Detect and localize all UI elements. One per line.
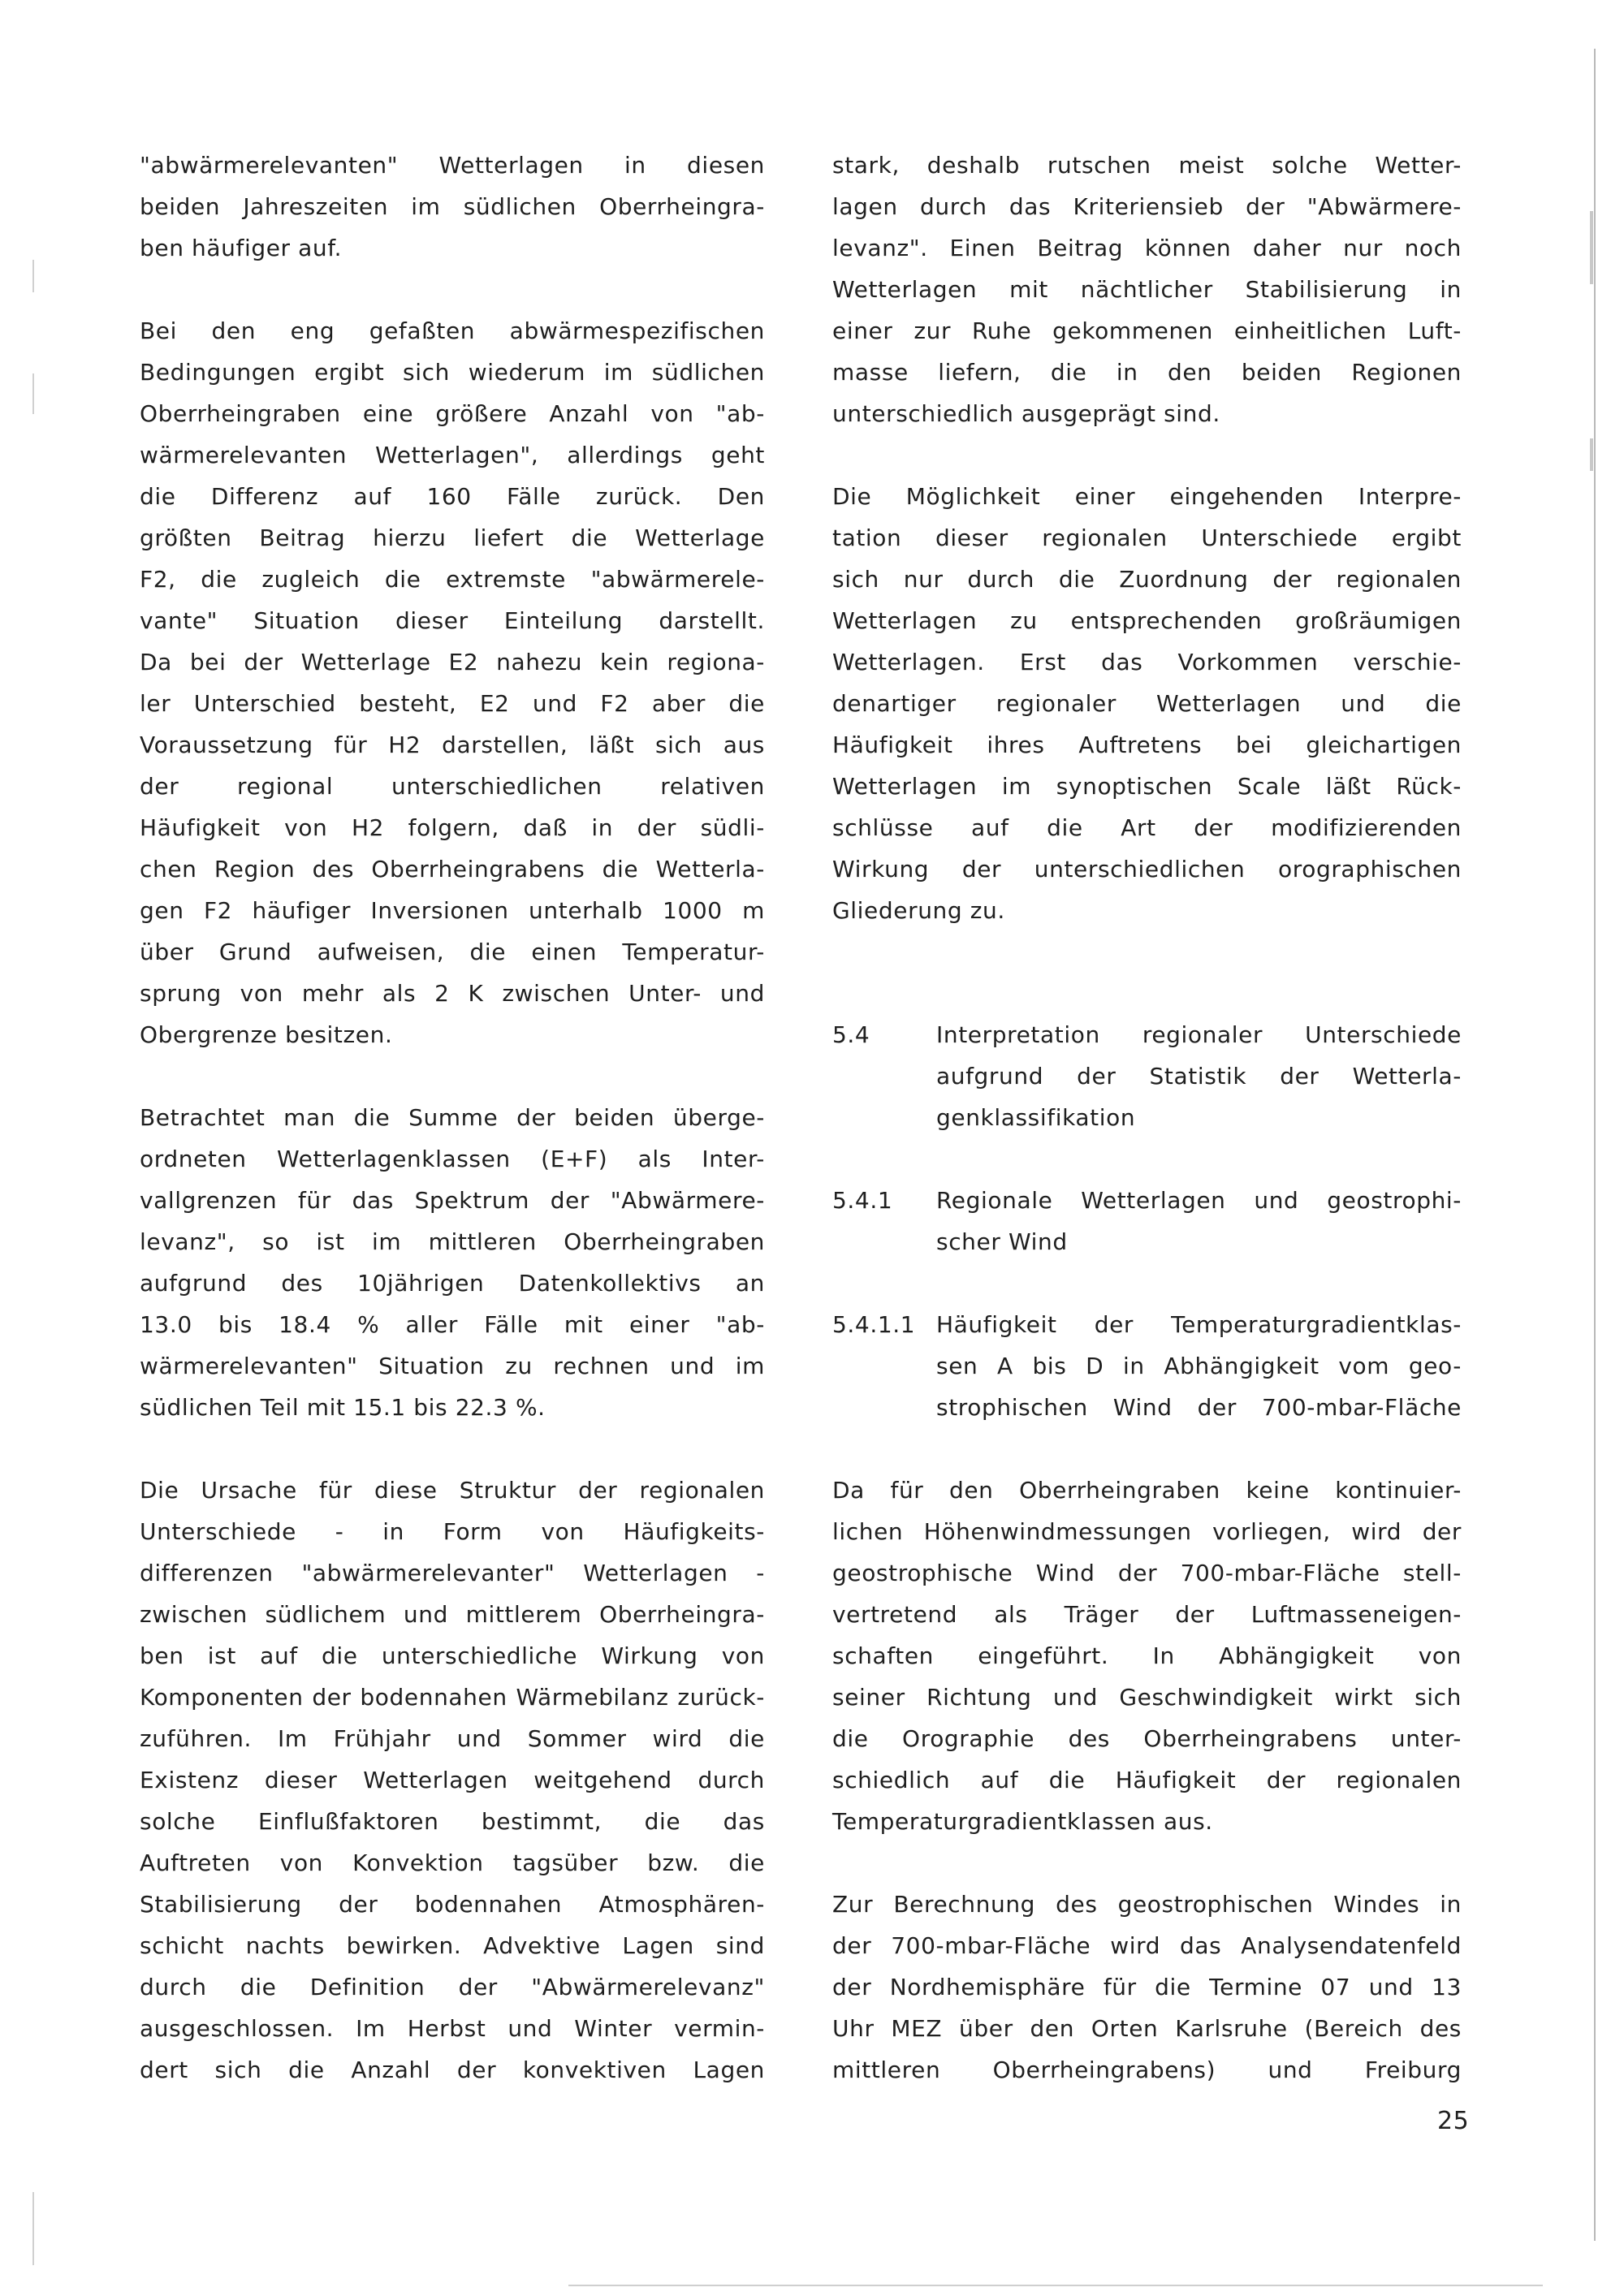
- text-line: schiedlich auf die Häufigkeit der regionalen: [832, 1767, 1462, 1793]
- text-line: ausgeschlossen. Im Herbst und Winter vermin-: [140, 2015, 765, 2042]
- text-line: ordneten Wetterlagenklassen (E+F) als Inter-: [140, 1146, 765, 1172]
- text-line: Bei den eng gefaßten abwärmespezifischen: [140, 317, 765, 344]
- section-number: 5.4.1: [832, 1187, 893, 1214]
- text-line: Auftreten von Konvektion tagsüber bzw. die: [140, 1849, 765, 1876]
- scan-edge-line: [1594, 49, 1596, 2241]
- paragraph: [832, 1884, 1462, 2091]
- heading-line: Häufigkeit der Temperaturgradientklas-: [936, 1311, 1462, 1338]
- text-line: schicht nachts bewirken. Advektive Lagen sind: [140, 1932, 765, 1959]
- section-heading-5-4-1-1: [832, 1304, 1462, 1428]
- heading-line: aufgrund der Statistik der Wetterla-: [936, 1063, 1462, 1090]
- text-line: vertretend als Träger der Luftmasseneigen-: [832, 1601, 1462, 1628]
- text-line: die Differenz auf 160 Fälle zurück. Den: [140, 483, 765, 510]
- text-line: Betrachtet man die Summe der beiden überge-: [140, 1104, 765, 1131]
- text-line: sich nur durch die Zuordnung der regionalen: [832, 566, 1462, 593]
- text-line: größten Beitrag hierzu liefert die Wetterlage: [140, 524, 765, 551]
- paragraph: [832, 1470, 1462, 1842]
- paragraph: [140, 1470, 765, 2091]
- text-line: 13.0 bis 18.4 % aller Fälle mit einer "ab-: [140, 1311, 765, 1338]
- text-line: ben ist auf die unterschiedliche Wirkung von: [140, 1642, 765, 1669]
- text-line: masse liefern, die in den beiden Regionen: [832, 359, 1462, 386]
- text-line: Oberrheingraben eine größere Anzahl von "ab-: [140, 400, 765, 427]
- text-line: Unterschiede - in Form von Häufigkeits-: [140, 1518, 765, 1545]
- scan-mark: [1590, 211, 1593, 284]
- section-heading-5-4: [832, 1014, 1462, 1138]
- heading-line: sen A bis D in Abhängigkeit vom geo-: [936, 1353, 1462, 1379]
- text-line: Uhr MEZ über den Orten Karlsruhe (Bereich des: [832, 2015, 1462, 2042]
- text-line: schlüsse auf die Art der modifizierenden: [832, 814, 1462, 841]
- section-number: 5.4: [832, 1021, 870, 1048]
- text-line: südlichen Teil mit 15.1 bis 22.3 %.: [140, 1394, 546, 1421]
- text-line: zwischen südlichem und mittlerem Oberrheingra-: [140, 1601, 765, 1628]
- text-line: Die Ursache für diese Struktur der regionalen: [140, 1477, 765, 1504]
- text-line: chen Region des Oberrheingrabens die Wetterla-: [140, 856, 765, 883]
- text-line: Gliederung zu.: [832, 897, 1005, 924]
- text-line: solche Einflußfaktoren bestimmt, die das: [140, 1808, 765, 1835]
- heading-line: strophischen Wind der 700-mbar-Fläche: [936, 1394, 1462, 1421]
- section-number: 5.4.1.1: [832, 1311, 916, 1338]
- text-line: geostrophische Wind der 700-mbar-Fläche stell-: [832, 1560, 1462, 1586]
- scan-bottom-line: [568, 2285, 1543, 2286]
- heading-line: Regionale Wetterlagen und geostrophi-: [936, 1187, 1462, 1214]
- text-line: ler Unterschied besteht, E2 und F2 aber die: [140, 690, 765, 717]
- paragraph: [140, 310, 765, 1055]
- text-line: einer zur Ruhe gekommenen einheitlichen Luft-: [832, 317, 1462, 344]
- text-line: "abwärmerelevanten" Wetterlagen in diesen: [140, 152, 765, 179]
- text-line: F2, die zugleich die extremste "abwärmerele-: [140, 566, 765, 593]
- text-line: Temperaturgradientklassen aus.: [832, 1808, 1213, 1835]
- paragraph: [140, 145, 765, 269]
- text-line: Da bei der Wetterlage E2 nahezu kein regiona-: [140, 649, 765, 675]
- left-column: [140, 145, 765, 2091]
- right-column: [832, 145, 1462, 2091]
- text-line: wärmerelevanten Wetterlagen", allerdings geht: [140, 442, 765, 468]
- text-line: vante" Situation dieser Einteilung darstellt.: [140, 607, 765, 634]
- text-line: Bedingungen ergibt sich wiederum im südlichen: [140, 359, 765, 386]
- heading-line: Interpretation regionaler Unterschiede: [936, 1021, 1462, 1048]
- paragraph: [832, 476, 1462, 931]
- text-line: Wirkung der unterschiedlichen orographischen: [832, 856, 1462, 883]
- text-line: durch die Definition der "Abwärmerelevanz": [140, 1974, 765, 2000]
- text-line: Existenz dieser Wetterlagen weitgehend durch: [140, 1767, 765, 1793]
- text-line: Stabilisierung der bodennahen Atmosphären-: [140, 1891, 765, 1918]
- heading-line: scher Wind: [936, 1228, 1068, 1255]
- text-line: Wetterlagen im synoptischen Scale läßt Rück-: [832, 773, 1462, 800]
- scan-mark: [1590, 438, 1593, 471]
- text-line: denartiger regionaler Wetterlagen und die: [832, 690, 1462, 717]
- text-line: die Orographie des Oberrheingrabens unter-: [832, 1725, 1462, 1752]
- text-line: levanz", so ist im mittleren Oberrheingraben: [140, 1228, 765, 1255]
- text-line: Wetterlagen. Erst das Vorkommen verschie-: [832, 649, 1462, 675]
- text-line: tation dieser regionalen Unterschiede ergibt: [832, 524, 1462, 551]
- section-heading-5-4-1: [832, 1180, 1462, 1262]
- text-line: Obergrenze besitzen.: [140, 1021, 393, 1048]
- text-line: aufgrund des 10jährigen Datenkollektivs an: [140, 1270, 765, 1297]
- text-line: Da für den Oberrheingraben keine kontinuier-: [832, 1477, 1462, 1504]
- text-line: zuführen. Im Frühjahr und Sommer wird die: [140, 1725, 765, 1752]
- text-line: der Nordhemisphäre für die Termine 07 und 13: [832, 1974, 1462, 2000]
- text-line: Die Möglichkeit einer eingehenden Interpre-: [832, 483, 1462, 510]
- text-line: sprung von mehr als 2 K zwischen Unter- und: [140, 980, 765, 1007]
- text-line: Komponenten der bodennahen Wärmebilanz zurück-: [140, 1684, 765, 1711]
- text-line: beiden Jahreszeiten im südlichen Oberrheingra-: [140, 193, 765, 220]
- text-line: wärmerelevanten" Situation zu rechnen und im: [140, 1353, 765, 1379]
- text-line: unterschiedlich ausgeprägt sind.: [832, 400, 1220, 427]
- text-line: lagen durch das Kriteriensieb der "Abwärmere-: [832, 193, 1462, 220]
- text-line: Häufigkeit von H2 folgern, daß in der südli-: [140, 814, 765, 841]
- text-line: Zur Berechnung des geostrophischen Windes in: [832, 1891, 1462, 1918]
- scan-mark-left: [32, 2192, 34, 2265]
- text-line: Wetterlagen mit nächtlicher Stabilisierung in: [832, 276, 1462, 303]
- text-line: Häufigkeit ihres Auftretens bei gleichartigen: [832, 732, 1462, 758]
- text-line: der regional unterschiedlichen relativen: [140, 773, 765, 800]
- heading-line: genklassifikation: [936, 1104, 1136, 1131]
- text-line: schaften eingeführt. In Abhängigkeit von: [832, 1642, 1462, 1669]
- text-line: lichen Höhenwindmessungen vorliegen, wird der: [832, 1518, 1462, 1545]
- text-line: vallgrenzen für das Spektrum der "Abwärmere-: [140, 1187, 765, 1214]
- text-line: levanz". Einen Beitrag können daher nur noch: [832, 235, 1462, 261]
- paragraph: [832, 145, 1462, 434]
- text-line: Wetterlagen zu entsprechenden großräumigen: [832, 607, 1462, 634]
- text-line: über Grund aufweisen, die einen Temperatur-: [140, 939, 765, 965]
- text-line: der 700-mbar-Fläche wird das Analysendatenfeld: [832, 1932, 1462, 1959]
- text-line: mittleren Oberrheingrabens) und Freiburg: [832, 2056, 1462, 2083]
- text-line: differenzen "abwärmerelevanter" Wetterlagen -: [140, 1560, 765, 1586]
- text-line: dert sich die Anzahl der konvektiven Lagen: [140, 2056, 765, 2083]
- text-line: Voraussetzung für H2 darstellen, läßt sich aus: [140, 732, 765, 758]
- page-number: 25: [1437, 2107, 1470, 2135]
- text-line: ben häufiger auf.: [140, 235, 343, 261]
- scan-mark-left: [32, 373, 34, 414]
- text-line: gen F2 häufiger Inversionen unterhalb 1000 m: [140, 897, 765, 924]
- text-line: seiner Richtung und Geschwindigkeit wirkt sich: [832, 1684, 1462, 1711]
- text-line: stark, deshalb rutschen meist solche Wetter-: [832, 152, 1462, 179]
- scan-mark-left: [32, 260, 34, 292]
- paragraph: [140, 1097, 765, 1428]
